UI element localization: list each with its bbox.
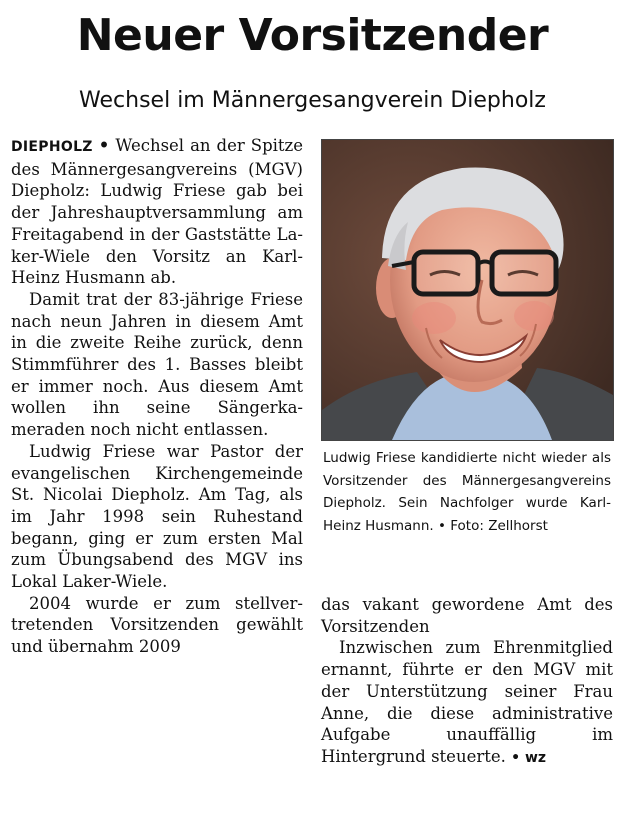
- dateline: DIEPHOLZ: [11, 139, 93, 155]
- author-signoff: • wz: [511, 749, 547, 766]
- article-column-right: [321, 594, 613, 770]
- dateline-bullet: •: [98, 136, 110, 155]
- article-paragraph-1: [11, 135, 303, 289]
- article-paragraph-3: Ludwig Friese war Pastor der evangelischen Kirchengemeinde St. Nicolai Diepholz. Am Tag, als im Jahr 1998 sein Ruhestand begann, ging er zum ersten Mal zum Übungsabend des MGV ins Lokal Laker-Wiele.: [11, 441, 303, 592]
- portrait-photo: [321, 139, 614, 441]
- headline: Neuer Vorsitzender: [76, 10, 549, 61]
- portrait-illustration: [322, 140, 613, 440]
- paragraph-1-text: Wechsel an der Spitze des Männergesangvereins (MGV) Diepholz: Ludwig Friese gab bei der Jahreshauptversammlung am Freitagabend in der Gaststätte Laker-Wiele den Vorsitz an Karl-Heinz Husmann ab.: [11, 136, 304, 288]
- article-paragraph-6: [321, 637, 613, 769]
- article-paragraph-4: 2004 wurde er zum stellvertretenden Vorsitzenden gewählt und übernahm 2009: [11, 593, 303, 657]
- article-paragraph-5: das vakant gewordene Amt des Vorsitzenden: [321, 595, 613, 636]
- article-paragraph-2: Damit trat der 83-jährige Friese nach neun Jahren in diesem Amt in die zweite Reihe zurück, denn Stimmführer des 1. Basses bleibt er immer noch. Aus diesem Amt wollen ihn seine Sängerkameraden noch nicht entlassen.: [11, 289, 303, 440]
- photo-caption: Ludwig Friese kandidierte nicht wieder als Vorsitzender des Männergesangvereins Diepholz. Sein Nachfolger wurde Karl-Heinz Husmann. • Foto: Zellhorst: [323, 450, 611, 534]
- subheadline: Wechsel im Männergesangverein Diepholz: [79, 88, 546, 113]
- article-column-left: [11, 135, 303, 658]
- paragraph-6-text: Inzwischen zum Ehrenmitglied ernannt, führte er den MGV mit der Unterstützung seiner Frau Anne, die diese administrative Aufgabe unauffällig im Hintergrund steuerte.: [321, 638, 613, 766]
